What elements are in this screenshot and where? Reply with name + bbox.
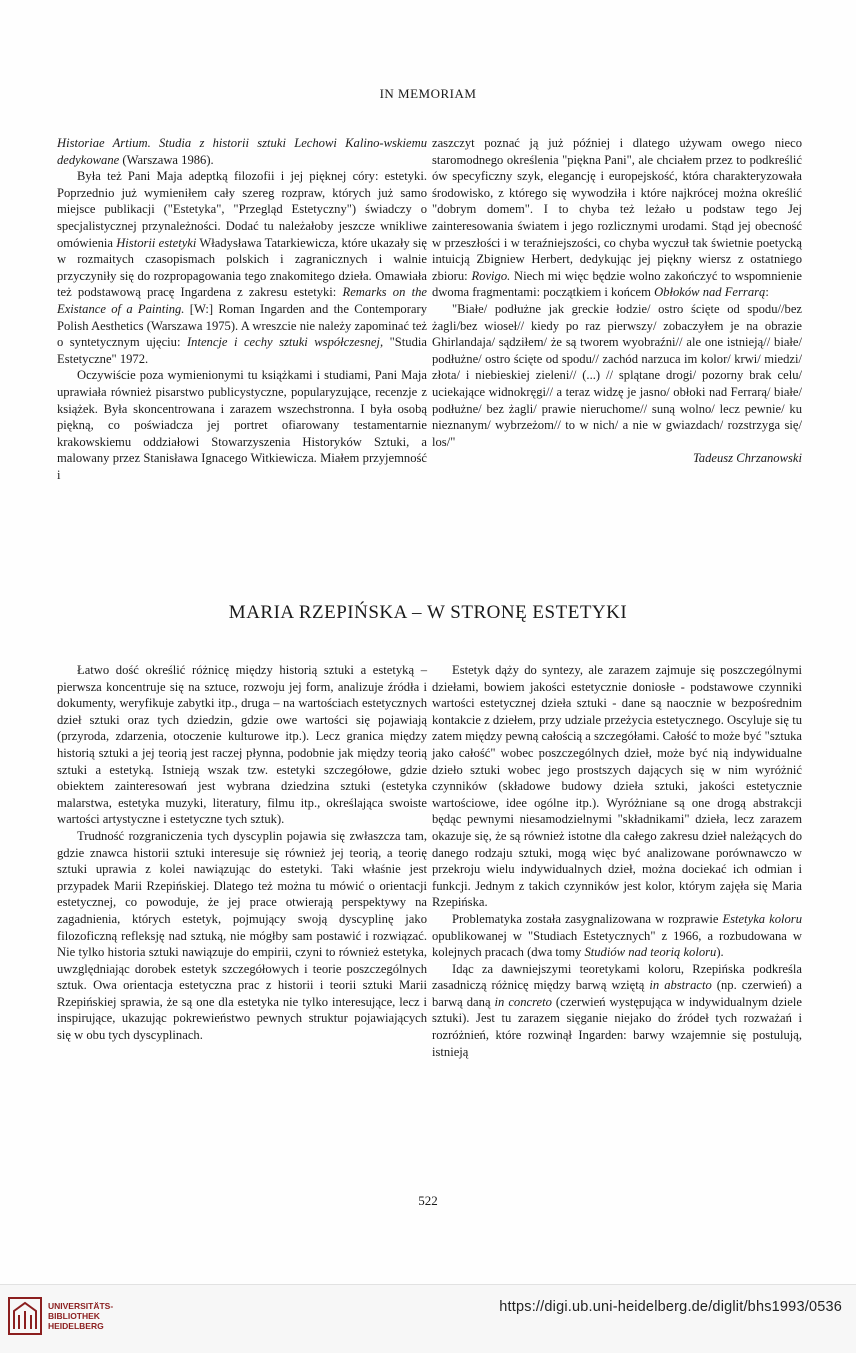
running-head: IN MEMORIAM [379, 86, 477, 101]
column-bottom-left [57, 662, 427, 1044]
article-title: MARIA RZEPIŃSKA – W STRONĘ ESTETYKI [228, 602, 628, 623]
paragraph: Była też Pani Maja adeptką filozofii i jej pięknej córy: estetyki. Poprzednio już wymieniłem cały szereg rozpraw, których już samo miejsce publikacji ("Estetyka", "Przegląd Estetyczny") świadczy o specjalistycznej przynależności. Dodać tu należałoby jeszcze wnikliwe omówienia Historii estetyki Władysława Tatarkiewicza, które ukazały się w rozmaitych czasopismach polskich i zagranicznych i walnie przyczyniły się do rozpropagowania tego znakomitego dzieła. Omawiała też podstawową pracę Ingardena z zakresu estetyki: Remarks on the Existance of a Painting. [W:] Roman Ingarden and the Contemporary Polish Aesthetics (Warszawa 1975). A wreszcie nie należy zapominać też o syntetycznym ujęciu: Intencje i cechy sztuki współczesnej, "Studia Estetyczne" 1972. [57, 169, 428, 366]
signature: Tadeusz Chrzanowski [692, 451, 802, 466]
column-bottom-right [432, 662, 802, 1060]
library-logo[interactable] [8, 1295, 148, 1339]
paragraph: Problematyka została zasygnalizowana w rozprawie Estetyka koloru opublikowanej w "Studiach Estetycznych" z 1966, a rozbudowana w kolejnych pracach (dwa tomy Studiów nad teorią koloru). [432, 911, 802, 960]
library-logo-text: UNIVERSITÄTS- BIBLIOTHEK HEIDELBERG [48, 1301, 114, 1331]
paragraph: Oczywiście poza wymienionymi tu książkami i studiami, Pani Maja uprawiała również pisarstwo publicystyczne, popularyzujące, recenzje z książek. Była skoncentrowana i zarazem wszechstronna. I była osobą piękną, co poświadcza jej portret ofiarowany testamentarnie krakowskiemu oddziałowi Stowarzyszenia Historyków Sztuki, a malowany przez Stanisława Ignacego Witkiewicza. Miałem przyjemność i [57, 368, 427, 482]
paragraph: Historiae Artium. Studia z historii sztuki Lechowi Kalino-wskiemu dedykowane (Warszawa 1986). [57, 136, 427, 167]
column-top-right [432, 135, 802, 467]
viewer-footer [0, 1284, 856, 1353]
column-top-left [57, 135, 427, 483]
library-logo-icon [8, 1297, 42, 1335]
page-number: 522 [418, 1193, 438, 1208]
paragraph: Estetyk dąży do syntezy, ale zarazem zajmuje się poszczególnymi dziełami, bowiem jakości estetycznie doniosłe - podstawowe czynniki wartości estetycznej dzieła sztuki - dane są naocznie w bezpośrednim kontakcie z dziełem, przy udziale przeżycia estetycznego. Oscyluje się tu zatem między pewną całością a szczegółami. Całość to może być "sztuka jako całość" wobec poszczególnych dzieł, może być nią indywidualne dzieło sztuki wobec jego prostszych dających się w nim wyróżnić czynników (składowe budowy dzieła sztuki, jakości estetycznie wartościowe, idee ogólne itp.). Wyróżniane są one drogą abstrakcji będąc pewnymi niesamodzielnymi "składnikami" dzieła, lecz zarazem okazuje się, że są również istotne dla całego zakresu dzieł należących do danego rodzaju sztuki, mogą więc być analizowane porównawczo w przekroju wielu indywidualnych dzieł, można dociekać ich odmian i funkcji. Jednym z takich czynników jest kolor, którym zajęła się Maria Rzepińska. [432, 663, 802, 910]
paragraph: Idąc za dawniejszymi teoretykami koloru, Rzepińska podkreśla zasadniczą różnicę między barwą wziętą in abstracto (np. czerwień) a barwą daną in concreto (czerwień występująca w indywidualnym dziele sztuki). Jest tu zarazem sięganie niejako do źródeł tych rozważań i rozróżnień, które rozwinął Ingarden: barwy wzajemnie się postulują, istnieją [432, 961, 802, 1059]
poem-quote: "Białe/ podłużne jak greckie łodzie/ ostro ścięte od spodu//bez żagli/bez wioseł// kiedy po raz pierwszy/ zobaczyłem je na obrazie Ghirlandaja/ sądziłem/ że są tworem wyobraźni// ale one istnieją// białe/ podłużne/ ostro ścięte od spodu// zachód narzuca im kolor/ krwi/ miedzi/ złota/ i niebieskiej zieleni// (...) // splątane drogi/ pozorny brak celu/ uciekające widnokręgi// a teraz widzę je jasno/ obłoki nad Ferrarą/ białe/ podłużne/ bez żagli/ prawie nieruchome// suną wolno/ lecz pewnie/ ku nieznanym/ wybrzeżom// to w nich/ a nie w gwiazdach/ rozstrzyga się/ los/" [432, 301, 802, 449]
paragraph: Trudność rozgraniczenia tych dyscyplin pojawia się zwłaszcza tam, gdzie znawca historii sztuki interesuje się również jej teorią, a teorię sztuki uprawia z kolei nawiązując do estetyki. Taki właśnie jest przypadek Marii Rzepińskiej. Dlatego też można tu mówić o orientacji estetycznej, co powoduje, że jej prace otwierają perspektywy na zagadnienia, których estetyk, pojmujący swoją dyscyplinę jako filozoficzną refleksję nad sztuką, nie mógłby sam postawić i rozwiązać. Nie tylko historia sztuki nawiązuje do empirii, czyni to również estetyka, uwzględniając dorobek estetyk szczegółowych i teorie poszczególnych sztuk. Owa orientacja estetyczna prac z historii i teorii sztuki Marii Rzepińskiej sprawia, że są one dla estetyka nie tylko interesujące, lecz i inspirujące, ukazując pokrewieństwo pewnych struktur pojawiających się w obu tych dyscyplinach. [57, 828, 427, 1043]
page-url-link[interactable]: https://digi.ub.uni-heidelberg.de/diglit/bhs1993/0536 [499, 1299, 842, 1315]
paragraph: Łatwo dość określić różnicę między historią sztuki a estetyką – pierwsza koncentruje się na sztuce, rozwoju jej form, analizuje źródła i dokumenty, weryfikuje zabytki itp., druga – na wartościach estetycznych dzieł sztuki oraz tych dziedzin, gdzie owe wartości się pojawiają (przyroda, zdarzenia, otoczenie kulturowe itp.). Lecz granica między historią sztuki a jej teorią jest raczej płynna, podobnie jak między teorią sztuki a estetyką. Istnieją wszak tzw. estetyki szczegółowe, gdzie obiektem zainteresowań jest wybrana dziedzina sztuki (estetyka malarstwa, estetyka muzyki, literatury, filmu itp., określająca swoiste wartości artystyczne i estetyczne tych sztuk). [57, 663, 427, 827]
paragraph: zaszczyt poznać ją już później i dlatego używam owego nieco staromodnego określenia "piękna Pani", ale chciałem przez to podkreślić ów specyficzny szyk, elegancję i europejskość, która charakteryzowała środowisko, z którego się wywodziła i które najkrócej można określić "dobrym domem". I to chyba też leżało u podstaw tego Jej zainteresowania światem i jego rozlicznymi urodami. Stąd jej obecność w przeszłości i w teraźniejszości, co chyba wyczuł tak świetnie poetycką intuicją Zbigniew Herbert, dedykując jej piękny wiersz z ostatniego zbioru: Rovigo. Niech mi więc będzie wolno zakończyć to wspomnienie dwoma fragmentami: początkiem i końcem Obłoków nad Ferrarą: [432, 136, 802, 300]
